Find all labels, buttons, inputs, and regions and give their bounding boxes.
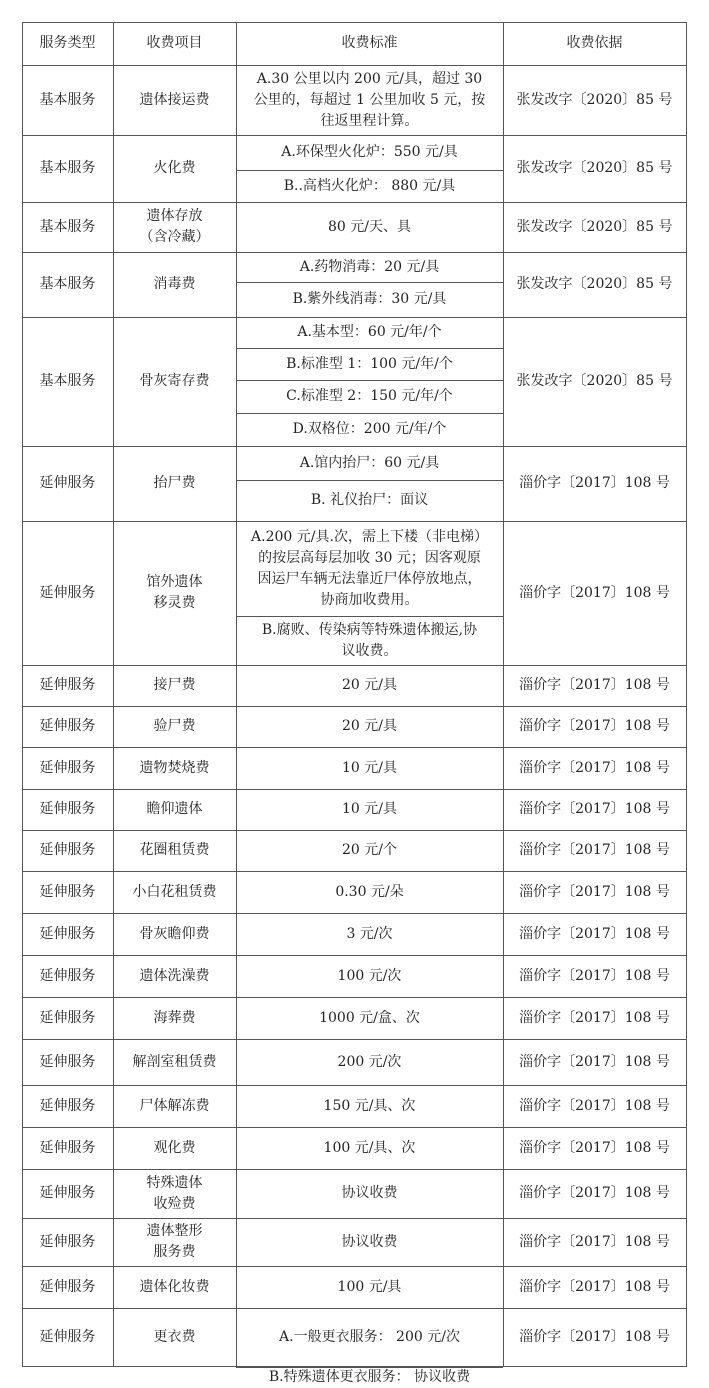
row-border xyxy=(236,380,503,381)
fee-standard-cell: B.腐败、传染病等特殊遗体搬运,协 议收费。 xyxy=(261,621,478,659)
service-type-cell: 基本服务 xyxy=(39,91,96,108)
fee-item-cell: 骨灰寄存费 xyxy=(139,373,210,389)
service-type-cell: 延伸服务 xyxy=(39,1097,96,1114)
header-service-type: 服务类型 xyxy=(39,35,96,51)
fee-basis-cell: 淄价字〔2017〕108 号 xyxy=(519,1278,670,1295)
fee-standard-cell: 10 元/具 xyxy=(342,759,397,776)
service-type-cell: 延伸服务 xyxy=(39,1233,96,1250)
fee-item-cell: 小白花租赁费 xyxy=(132,883,217,900)
service-type-cell: 延伸服务 xyxy=(39,883,96,900)
fee-standard-cell: A.药物消毒：20 元/具 xyxy=(299,258,440,275)
service-type-cell: 基本服务 xyxy=(39,218,96,235)
fee-standard-cell: A.基本型：60 元/年/个 xyxy=(297,324,442,340)
row-border xyxy=(236,480,503,481)
header-fee-item: 收费项目 xyxy=(146,35,203,51)
fee-basis-cell: 淄价字〔2017〕108 号 xyxy=(519,925,670,942)
fee-basis-cell: 淄价字〔2017〕108 号 xyxy=(519,1185,670,1201)
fee-basis-cell: 淄价字〔2017〕108 号 xyxy=(519,967,670,984)
fee-standard-cell: 20 元/具 xyxy=(342,718,397,734)
fee-standard-cell: A.30 公里以内 200 元/具，超过 30 公里的，每超过 1 公里加收 5 元，按 往返里程计算。 xyxy=(253,70,486,129)
row-border xyxy=(236,413,503,414)
fee-standard-cell: B..高档火化炉： 880 元/具 xyxy=(283,177,456,194)
fee-standard-cell: 1000 元/盒、次 xyxy=(319,1009,420,1026)
fee-basis-cell: 淄价字〔2017〕108 号 xyxy=(519,1009,670,1026)
fee-basis-cell: 淄价字〔2017〕108 号 xyxy=(519,801,670,817)
fee-item-cell: 花圈租赁费 xyxy=(139,842,210,858)
fee-item-cell: 骨灰瞻仰费 xyxy=(139,925,210,942)
fee-basis-cell: 张发改字〔2020〕85 号 xyxy=(516,91,673,108)
service-type-cell: 基本服务 xyxy=(39,373,96,389)
column-border xyxy=(236,22,237,1367)
fee-standard-cell: 10 元/具 xyxy=(342,801,397,817)
fee-item-cell: 遗体整形 服务费 xyxy=(146,1223,203,1260)
fee-standard-cell: B.标准型 1：100 元/年/个 xyxy=(286,355,453,372)
column-border xyxy=(686,22,687,1367)
fee-basis-cell: 淄价字〔2017〕108 号 xyxy=(519,883,670,900)
fee-item-cell: 火化费 xyxy=(153,160,196,176)
fee-item-cell: 遗体洗澡费 xyxy=(139,967,210,984)
fee-item-cell: 解剖室租赁费 xyxy=(132,1053,217,1070)
fee-item-cell: 馆外遗体 移灵费 xyxy=(146,574,203,611)
fee-basis-cell: 淄价字〔2017〕108 号 xyxy=(519,1233,670,1250)
service-type-cell: 延伸服务 xyxy=(39,967,96,984)
fee-basis-cell: 淄价字〔2017〕108 号 xyxy=(519,475,670,491)
fee-basis-cell: 张发改字〔2020〕85 号 xyxy=(516,276,673,292)
service-type-cell: 延伸服务 xyxy=(39,1053,96,1070)
fee-basis-cell: 淄价字〔2017〕108 号 xyxy=(519,759,670,776)
fee-standard-cell: 150 元/具、次 xyxy=(323,1097,416,1114)
column-border xyxy=(113,22,114,1367)
service-type-cell: 延伸服务 xyxy=(39,1185,96,1201)
fee-basis-cell: 淄价字〔2017〕108 号 xyxy=(519,677,670,693)
row-border xyxy=(236,170,503,171)
fee-standard-cell: A.馆内抬尸：60 元/具 xyxy=(299,454,440,471)
service-type-cell: 延伸服务 xyxy=(39,801,96,817)
fee-standard-cell: D.双格位：200 元/年/个 xyxy=(292,421,447,437)
fee-standard-cell: A.一般更衣服务： 200 元/次 xyxy=(279,1329,460,1345)
fee-item-cell: 接尸费 xyxy=(153,677,196,693)
fee-standard-cell: 20 元/具 xyxy=(342,677,397,693)
service-type-cell: 延伸服务 xyxy=(39,842,96,858)
fee-item-cell: 特殊遗体 收殓费 xyxy=(146,1174,203,1212)
fee-basis-cell: 淄价字〔2017〕108 号 xyxy=(519,1097,670,1114)
fee-basis-cell: 张发改字〔2020〕85 号 xyxy=(516,218,673,235)
fee-basis-cell: 淄价字〔2017〕108 号 xyxy=(519,1053,670,1070)
row-border xyxy=(236,616,503,617)
fee-item-cell: 验尸费 xyxy=(153,718,196,734)
fee-item-cell: 遗体接运费 xyxy=(139,91,210,108)
service-type-cell: 延伸服务 xyxy=(39,1278,96,1295)
service-type-cell: 延伸服务 xyxy=(39,718,96,734)
column-border xyxy=(503,22,504,1367)
service-type-cell: 延伸服务 xyxy=(39,1009,96,1026)
service-type-cell: 基本服务 xyxy=(39,276,96,292)
service-type-cell: 延伸服务 xyxy=(39,475,96,491)
fee-item-cell: 瞻仰遗体 xyxy=(146,801,203,817)
row-border xyxy=(236,1367,503,1368)
fee-standard-cell: 20 元/个 xyxy=(342,842,397,858)
fee-item-cell: 尸体解冻费 xyxy=(139,1097,210,1114)
fee-item-cell: 抬尸费 xyxy=(153,475,196,491)
service-type-cell: 延伸服务 xyxy=(39,759,96,776)
service-type-cell: 延伸服务 xyxy=(39,1329,96,1345)
fee-basis-cell: 淄价字〔2017〕108 号 xyxy=(519,584,670,601)
fee-basis-cell: 淄价字〔2017〕108 号 xyxy=(519,1139,670,1156)
fee-standard-cell: B.紫外线消毒：30 元/具 xyxy=(292,291,447,307)
column-border xyxy=(22,22,23,1367)
service-type-cell: 延伸服务 xyxy=(39,1139,96,1156)
fee-standard-cell: A.环保型火化炉：550 元/具 xyxy=(281,144,458,160)
fee-item-cell: 海葬费 xyxy=(153,1009,196,1026)
header-fee-basis: 收费依据 xyxy=(566,35,623,51)
fee-basis-cell: 淄价字〔2017〕108 号 xyxy=(519,842,670,858)
fee-standard-cell: B.特殊遗体更衣服务： 协议收费 xyxy=(268,1369,471,1385)
service-type-cell: 延伸服务 xyxy=(39,925,96,942)
fee-basis-cell: 淄价字〔2017〕108 号 xyxy=(519,718,670,734)
fee-standard-cell: 100 元/具、次 xyxy=(323,1139,416,1156)
fee-standard-cell: 0.30 元/朵 xyxy=(335,883,404,900)
header-fee-standard: 收费标准 xyxy=(341,35,398,51)
fee-basis-cell: 淄价字〔2017〕108 号 xyxy=(519,1329,670,1345)
fee-standard-cell: C.标准型 2：150 元/年/个 xyxy=(286,388,453,404)
fee-standard-cell: 100 元/具 xyxy=(337,1278,402,1295)
fee-standard-cell: 80 元/天、具 xyxy=(328,218,411,235)
fee-item-cell: 遗物焚烧费 xyxy=(139,759,210,776)
service-type-cell: 延伸服务 xyxy=(39,584,96,601)
fee-basis-cell: 张发改字〔2020〕85 号 xyxy=(516,373,673,389)
fee-standard-cell: 3 元/次 xyxy=(346,925,393,942)
fee-item-cell: 更衣费 xyxy=(153,1329,196,1345)
fee-standard-cell: 协议收费 xyxy=(341,1233,398,1250)
fee-standard-cell: 协议收费 xyxy=(341,1185,398,1201)
fee-item-cell: 消毒费 xyxy=(153,276,196,292)
service-type-cell: 延伸服务 xyxy=(39,677,96,693)
row-border xyxy=(236,348,503,349)
row-border xyxy=(236,282,503,283)
fee-standard-cell: 100 元/次 xyxy=(337,967,402,984)
service-type-cell: 基本服务 xyxy=(39,160,96,176)
fee-item-cell: 观化费 xyxy=(153,1139,196,1156)
fee-basis-cell: 张发改字〔2020〕85 号 xyxy=(516,160,673,176)
fee-standard-cell: A.200 元/具.次，需上下楼（非电梯） 的按层高每层加收 30 元；因客观原 因运尸车辆无法靠近尸体停放地点， 协商加收费用。 xyxy=(251,528,488,608)
fee-item-cell: 遗体化妆费 xyxy=(139,1278,210,1295)
fee-standard-cell: B. 礼仪抬尸：面议 xyxy=(310,492,429,508)
fee-standard-cell: 200 元/次 xyxy=(337,1053,402,1070)
fee-item-cell: 遗体存放 （含冷藏） xyxy=(139,208,210,245)
